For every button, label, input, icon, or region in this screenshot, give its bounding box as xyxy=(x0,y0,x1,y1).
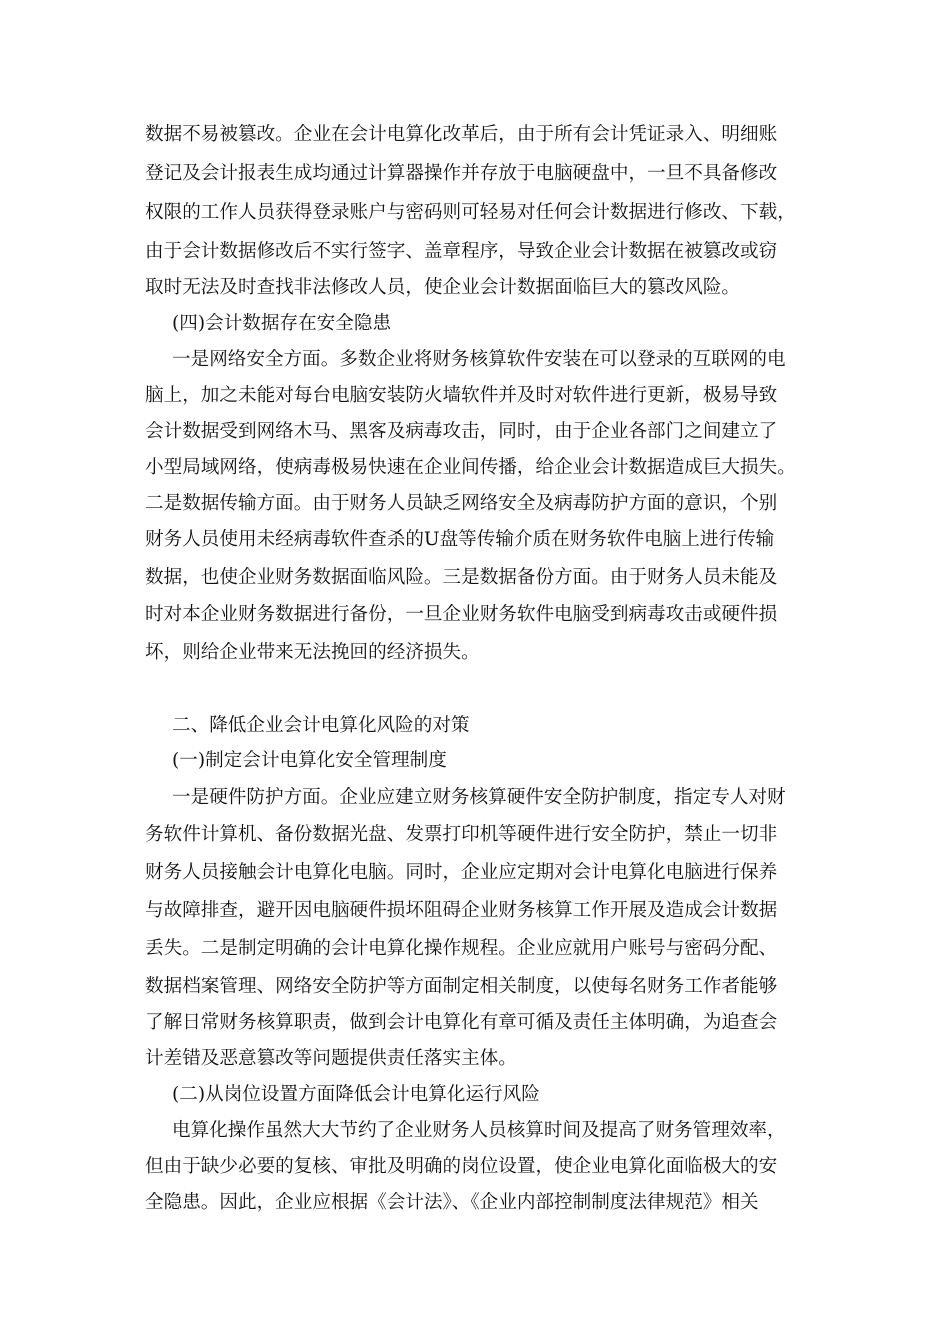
text-line: 取时无法及时查找非法修改人员，使企业会计数据面临巨大的篡改风险。 xyxy=(145,277,741,298)
text-line: 与故障排查，避开因电脑硬件损坏阻碍企业财务核算工作开展及造成会计数据 xyxy=(145,900,778,921)
text-line: 了解日常财务核算职责，做到会计电算化有章可循及责任主体明确，为追查会 xyxy=(145,1012,778,1033)
text-line: 二是数据传输方面。由于财务人员缺乏网络安全及病毒防护方面的意识，个别 xyxy=(145,493,778,514)
text-line: 全隐患。因此，企业应根据《会计法》、《企业内部控制制度法律规范》相关 xyxy=(145,1192,759,1213)
text-line: 数据不易被篡改。企业在会计电算化改革后，由于所有会计凭证录入、明细账 xyxy=(145,124,778,145)
text-line: 一是硬件防护方面。企业应建立财务核算硬件安全防护制度，指定专人对财 xyxy=(172,787,786,808)
text-line: 财务人员接触会计电算化电脑。同时，企业应定期对会计电算化电脑进行保养 xyxy=(145,862,778,883)
text-line: 登记及会计报表生成均通过计算器操作并存放于电脑硬盘中，一旦不具备修改 xyxy=(145,163,778,184)
text-line: 时对本企业财务数据进行备份，一旦企业财务软件电脑受到病毒攻击或硬件损 xyxy=(145,604,778,625)
text-line: 丢失。二是制定明确的会计电算化操作规程。企业应就用户账号与密码分配、 xyxy=(145,938,778,959)
subsection-heading: (一)制定会计电算化安全管理制度 xyxy=(172,750,447,771)
text-line: 但由于缺少必要的复核、审批及明确的岗位设置，使企业电算化面临极大的安 xyxy=(145,1156,778,1177)
text-line: 电算化操作虽然大大节约了企业财务人员核算时间及提高了财务管理效率， xyxy=(172,1120,786,1141)
text-line: 由于会计数据修改后不实行签字、盖章程序，导致企业会计数据在被篡改或窃 xyxy=(145,241,778,262)
text-line: 脑上，加之未能对每台电脑安装防火墙软件并及时对软件进行更新，极易导致 xyxy=(145,385,778,406)
section-heading: (四)会计数据存在安全隐患 xyxy=(172,313,392,334)
text-line: 一是网络安全方面。多数企业将财务核算软件安装在可以登录的互联网的电 xyxy=(172,349,786,370)
text-line: 财务人员使用未经病毒软件查杀的U盘等传输介质在财务软件电脑上进行传输 xyxy=(145,529,775,550)
section-heading: 二、降低企业会计电算化风险的对策 xyxy=(172,715,470,736)
subsection-heading: (二)从岗位设置方面降低会计电算化运行风险 xyxy=(172,1084,540,1105)
text-line: 务软件计算机、备份数据光盘、发票打印机等硬件进行安全防护，禁止一切非 xyxy=(145,824,778,845)
text-line: 数据，也使企业财务数据面临风险。三是数据备份方面。由于财务人员未能及 xyxy=(145,567,778,588)
text-line: 坏，则给企业带来无法挽回的经济损失。 xyxy=(145,642,480,663)
text-line: 小型局域网络，使病毒极易快速在企业间传播，给企业会计数据造成巨大损失。 xyxy=(145,457,796,478)
text-line: 权限的工作人员获得登录账户与密码则可轻易对任何会计数据进行修改、下载， xyxy=(145,202,796,223)
text-line: 数据档案管理、网络安全防护等方面制定相关制度，以使每名财务工作者能够 xyxy=(145,976,778,997)
text-line: 会计数据受到网络木马、黑客及病毒攻击，同时，由于企业各部门之间建立了 xyxy=(145,421,778,442)
text-line: 计差错及恶意篡改等问题提供责任落实主体。 xyxy=(145,1048,517,1069)
